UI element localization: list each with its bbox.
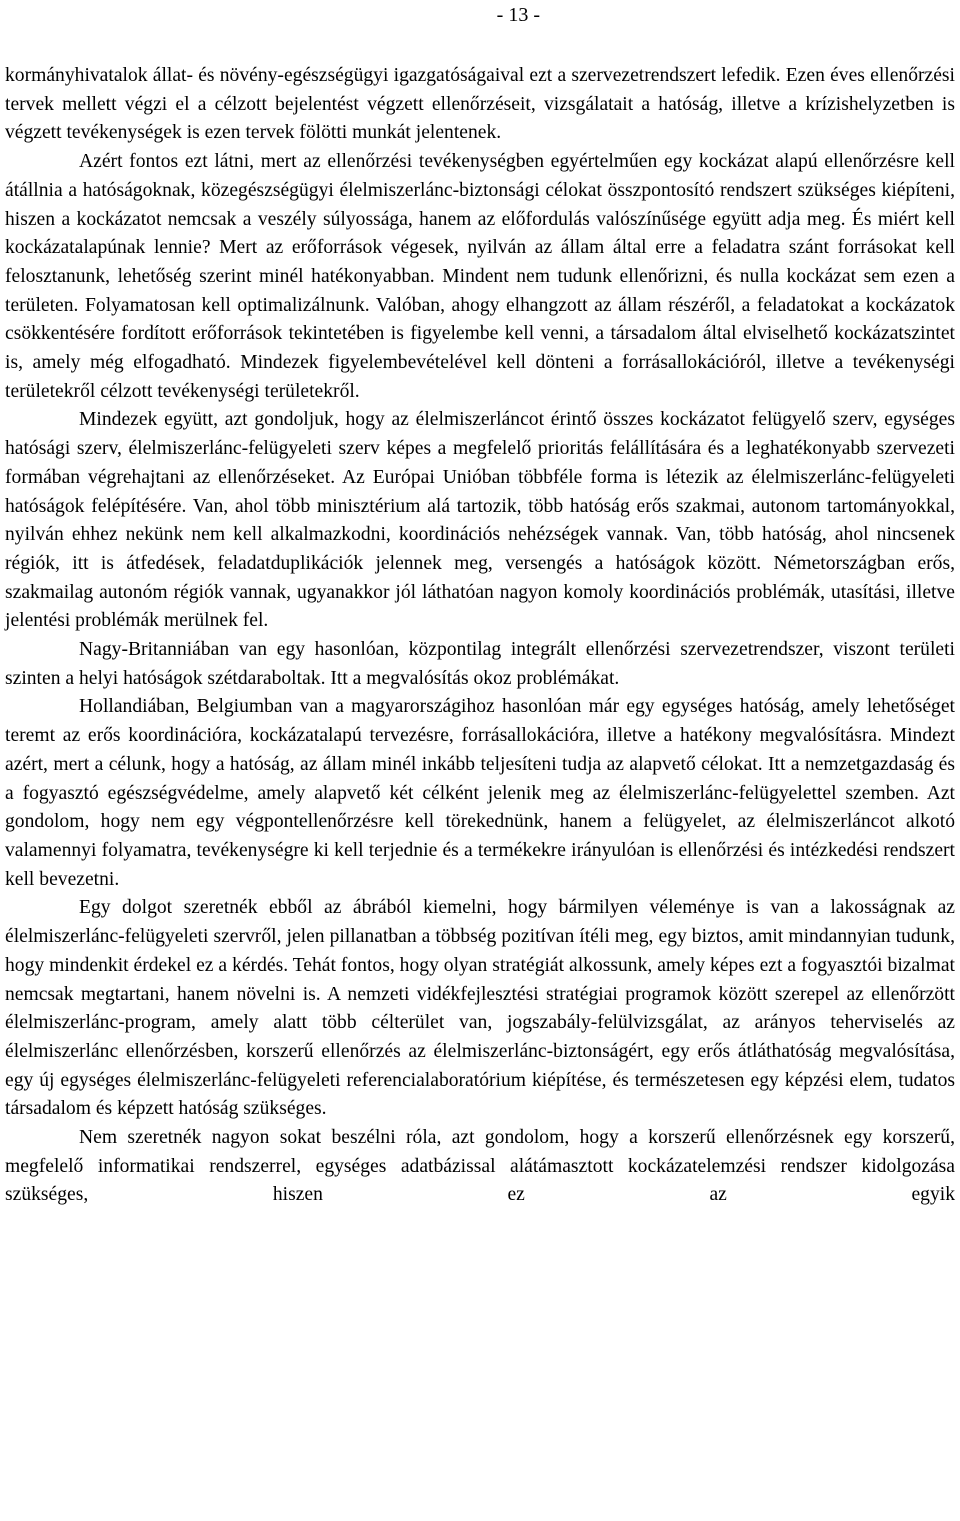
paragraph-eu-models: Mindezek együtt, azt gondoljuk, hogy az élelmiszerláncot érintő összes kockázatot felügyelő szerv, egységes hatósági szerv, élelmiszerlánc-felügyeleti szerv képes a megfelelő prioritás felállítására és a leghatékonyabb szervezeti formában végrehajtani az ellenőrzéseket. Az Európai Unióban többféle forma is létezik az élelmiszerlánc-felügyeleti hatóságok felépítésére. Van, ahol több minisztérium alá tartozik, több hatóság erős szakmai, autonom tartományokkal, nyilván ehhez nekünk nem kell alkalmazkodni, koordinációs nehézségek vannak. Van, több hatóság, ahol nincsenek régiók, itt is átfedések, feladatduplikációk jelennek meg, versengés a hatóságok között. Németországban erős, szakmailag autonóm régiók vannak, ugyanakkor jól láthatóan nagyon komoly koordinációs problémák, utasítási, illetve jelentési problémák merülnek fel.: [5, 409, 955, 632]
paragraph-continuation: kormányhivatalok állat- és növény-egészségügyi igazgatóságaival ezt a szervezetrendszert lefedik. Ezen éves ellenőrzési tervek mellett végzi el a célzott bejelentést végzett ellenőrzéseit, vizsgálatait a hatóság, illetve a krízishelyzetben is végzett tevékenységek is ezen tervek fölötti munkát jelentenek.: [5, 65, 955, 144]
document-body: [5, 62, 955, 1210]
paragraph-great-britain: Nagy-Britanniában van egy hasonlóan, központilag integrált ellenőrzési szervezetrendszer, viszont területi szinten a helyi hatóságok szétdaraboltak. Itt a megvalósítás okoz problémákat.: [5, 639, 955, 689]
paragraph-it-system: Nem szeretnék nagyon sokat beszélni róla, azt gondolom, hogy a korszerű ellenőrzésnek egy korszerű, megfelelő informatikai rendszerrel, egységes adatbázissal alátámasztott kockázatelemzési rendszer kidolgozása szükséges, hiszen ez az egyik: [5, 1127, 955, 1206]
page-number: - 13 -: [496, 4, 540, 26]
paragraph-consumer-trust: Egy dolgot szeretnék ebből az ábrából kiemelni, hogy bármilyen véleménye is van a lakosságnak az élelmiszerlánc-felügyeleti szervről, jelen pillanatban a többség pozitívan ítéli meg, egy biztos, amit mindannyian tudunk, hogy mindenkit érdekel ez a kérdés. Tehát fontos, hogy olyan stratégiát alkossunk, amely képes ezt a fogyasztói bizalmat nemcsak megtartani, hanem növelni is. A nemzeti vidékfejlesztési stratégiai programok között szerepel az ellenőrzött élelmiszerlánc-program, amely alatt több célterület van, jogszabály-felülvizsgálat, az arányos teherviselés az élelmiszerlánc ellenőrzésben, korszerű ellenőrzés az élelmiszerlánc-biztonságért, egy erős átláthatóság megvalósítása, egy új egységes élelmiszerlánc-felügyeleti referencialaboratórium kiépítése, és természetesen egy képzési elem, tudatos társadalom és képzett hatóság szükséges.: [5, 897, 955, 1120]
paragraph-risk-based-control: Azért fontos ezt látni, mert az ellenőrzési tevékenységben egyértelműen egy kockázat alapú ellenőrzésre kell átállnia a hatóságoknak, közegészségügyi élelmiszerlánc-biztonsági célokat összpontosító rendszert szükséges kiépíteni, hiszen a kockázatot nemcsak a veszély súlyossága, hanem az előfordulás valószínűsége együtt adja meg. És miért kell kockázatalapúnak lennie? Mert az erőforrások végesek, nyilván az állam által erre a feladatra szánt forrásokat kell felosztanunk, lehetőség szerint minél hatékonyabban. Mindent nem tudunk ellenőrizni, és nulla kockázat sem ezen a területen. Folyamatosan kell optimalizálnunk. Valóban, ahogy elhangzott az állam részéről, a feladatokat a kockázatok csökkentésére fordított erőforrások tekintetében is figyelembe kell venni, a társadalom által elviselhető kockázatszintet is, amely még elfogadható. Mindezek figyelembevételével kell dönteni a forrásallokációról, illetve a tevékenységi területekről célzott tevékenységi területekről.: [5, 151, 955, 402]
paragraph-netherlands-belgium: Hollandiában, Belgiumban van a magyarországihoz hasonlóan már egy egységes hatóság, amely lehetőséget teremt az erős koordinációra, kockázatalapú tervezésre, forrásallokációra, illetve a hatékony megvalósításra. Mindezt azért, mert a célunk, hogy a hatóság, az állam minél inkább teljesíteni tudja az alapvető célokat. Itt a nemzetgazdaság és a fogyasztó egészségvédelme, amely alapvető két célként jelenik meg az élelmiszerlánc-felügyelettel szemben. Azt gondolom, hogy nem egy végpontellenőrzésre kell törekednünk, hanem a felügyelet, az élelmiszerláncot alkotó valamennyi folyamatra, tevékenységre ki kell terjednie és a termékekre irányulóan is ellenőrzési és intézkedési rendszert kell bevezetni.: [5, 696, 955, 890]
